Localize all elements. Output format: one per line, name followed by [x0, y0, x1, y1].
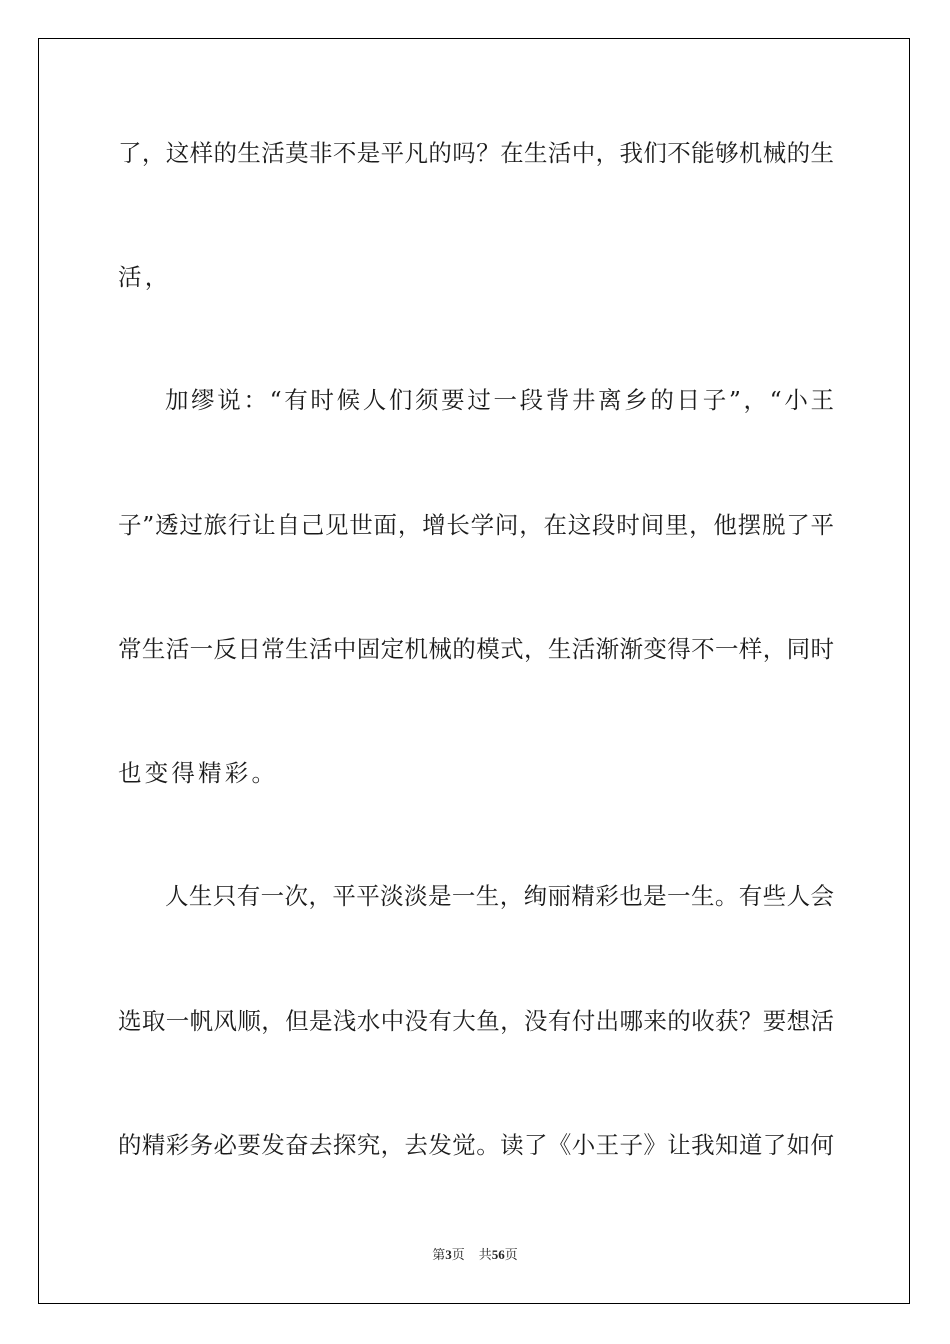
total-pages: 56: [491, 1247, 505, 1262]
page-border: [38, 38, 910, 1304]
page-footer: [0, 1246, 950, 1265]
text-line: 活，: [118, 263, 172, 291]
text-line: 了，这样的生活莫非不是平凡的吗？在生活中，我们不能够机械的生: [118, 139, 834, 167]
page-suffix: 页: [451, 1248, 465, 1263]
text-line: 也变得精彩。: [118, 759, 279, 787]
total-prefix: 共: [478, 1248, 492, 1263]
text-line: 的精彩务必要发奋去探究，去发觉。读了《小王子》让我知道了如何: [118, 1131, 834, 1159]
page-prefix: 第: [432, 1248, 446, 1263]
text-line: 子”透过旅行让自己见世面，增长学问，在这段时间里，他摆脱了平: [118, 511, 834, 539]
page-number: 3: [445, 1247, 452, 1262]
text-line: 选取一帆风顺，但是浅水中没有大鱼，没有付出哪来的收获？要想活: [118, 1007, 834, 1035]
text-line: 常生活一反日常生活中固定机械的模式，生活渐渐变得不一样，同时: [118, 635, 834, 663]
text-line: 加缪说：“有时候人们须要过一段背井离乡的日子”，“小王: [165, 386, 834, 414]
total-suffix: 页: [504, 1248, 518, 1263]
text-line: 人生只有一次，平平淡淡是一生，绚丽精彩也是一生。有些人会: [165, 882, 834, 910]
